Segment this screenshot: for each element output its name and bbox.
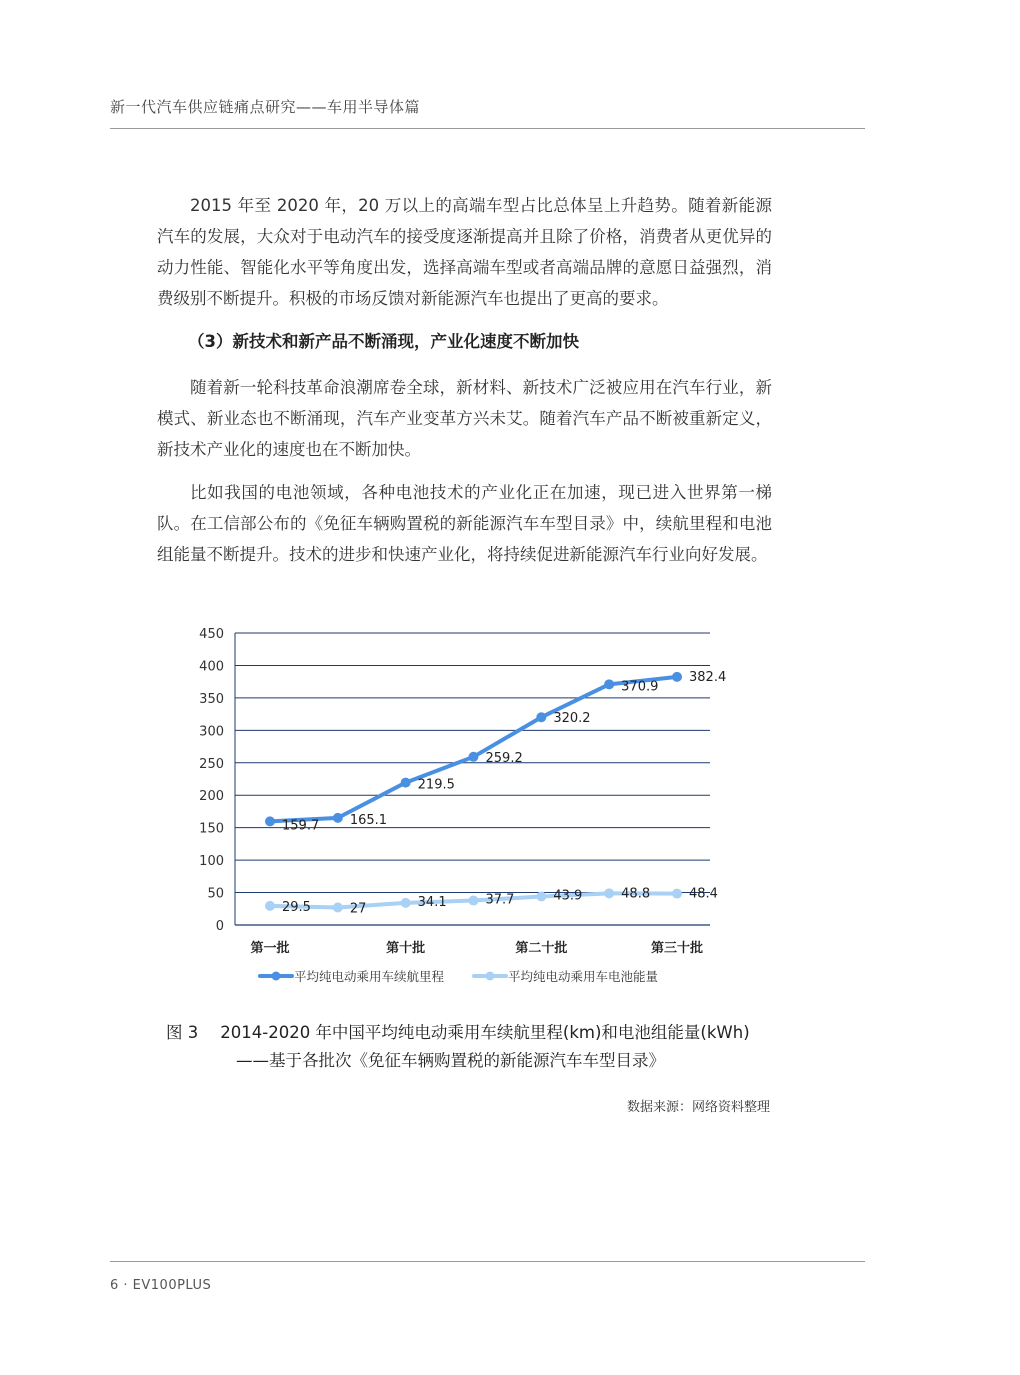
data-point-s0-4	[536, 712, 546, 722]
data-label-s1-1: 27	[349, 901, 367, 917]
y-tick-label-50: 50	[207, 886, 224, 902]
data-label-s1-0: 29.5	[282, 899, 311, 915]
paragraph-3: 比如我国的电池领域，各种电池技术的产业化正在加速，现已进入世界第一梯队。在工信部公布的《免征车辆购置税的新能源汽车车型目录》中，续航里程和电池组能量不断提升。技术的进步和快速产业化，将持续促进新能源汽车行业向好发展。	[157, 483, 772, 564]
x-tick-label-1: 第十批	[386, 941, 426, 956]
data-point-s0-3	[469, 752, 479, 762]
data-label-s1-6: 48.4	[689, 886, 718, 902]
legend-swatch-marker-1	[486, 972, 495, 981]
data-point-s0-2	[401, 778, 411, 788]
figure-caption-line1	[166, 1019, 781, 1047]
y-tick-label-250: 250	[199, 756, 224, 772]
data-point-s1-6	[672, 889, 682, 899]
data-point-s1-3	[469, 896, 479, 906]
data-label-s0-2: 219.5	[417, 777, 455, 793]
data-point-s1-5	[604, 888, 614, 898]
paragraph-1: 2015 年至 2020 年，20 万以上的高端车型占比总体呈上升趋势。随着新能源汽车的发展，大众对于电动汽车的接受度逐渐提高并且除了价格，消费者从更优异的动力性能、智能化水平等角度出发，选择高端车型或者高端品牌的意愿日益强烈，消费级别不断提升。积极的市场反馈对新能源汽车也提出了更高的要求。	[157, 196, 772, 308]
data-label-s0-5: 370.9	[621, 679, 659, 695]
y-tick-label-450: 450	[199, 627, 224, 642]
data-label-s1-3: 37.7	[485, 892, 515, 908]
data-label-s1-4: 43.9	[553, 888, 583, 904]
data-label-s1-2: 34.1	[417, 894, 447, 910]
figure-caption-line2: ——基于各批次《免征车辆购置税的新能源汽车车型目录》	[236, 1051, 665, 1070]
data-point-s0-0	[265, 816, 275, 826]
data-point-s1-2	[401, 898, 411, 908]
data-point-s1-0	[265, 901, 275, 911]
y-tick-label-200: 200	[199, 789, 224, 805]
y-tick-label-350: 350	[199, 691, 224, 707]
legend-swatch-marker-0	[272, 972, 281, 981]
x-tick-label-0: 第一批	[250, 941, 290, 956]
y-tick-label-400: 400	[199, 659, 224, 675]
figure-title: 2014-2020 年中国平均纯电动乘用车续航里程(km)和电池组能量(kWh)	[220, 1023, 750, 1042]
x-tick-label-3: 第三十批	[650, 941, 704, 956]
y-tick-label-300: 300	[199, 724, 224, 740]
page-footer: 6 · EV100PLUS	[110, 1278, 212, 1293]
series-line-0	[270, 677, 677, 822]
data-label-s0-1: 165.1	[349, 812, 388, 828]
footer-rule	[110, 1261, 865, 1262]
legend-label-0: 平均纯电动乘用车续航里程	[294, 969, 445, 984]
data-source: 数据来源：网络资料整理	[626, 1100, 770, 1115]
y-tick-label-100: 100	[199, 854, 224, 870]
data-label-s1-5: 48.8	[621, 886, 651, 902]
running-header: 新一代汽车供应链痛点研究——车用半导体篇	[110, 98, 421, 116]
data-point-s1-1	[333, 902, 343, 912]
section-subheading: （3）新技术和新产品不断涌现，产业化速度不断加快	[188, 332, 579, 351]
header-rule	[110, 128, 865, 129]
paragraph-2: 随着新一轮科技革命浪潮席卷全球，新材料、新技术广泛被应用在汽车行业，新模式、新业态也不断涌现，汽车产业变革方兴未艾。随着汽车产品不断被重新定义，新技术产业化的速度也在不断加快。	[157, 378, 772, 459]
data-label-s0-0: 159.7	[282, 818, 320, 834]
data-point-s0-5	[604, 679, 614, 689]
data-label-s0-3: 259.2	[485, 750, 523, 766]
legend-label-1: 平均纯电动乘用车电池能量	[508, 969, 659, 984]
data-label-s0-4: 320.2	[553, 711, 591, 727]
data-point-s1-4	[536, 892, 546, 902]
data-point-s0-6	[672, 672, 682, 682]
line-chart	[190, 618, 730, 998]
chart-svg	[190, 618, 730, 998]
data-point-s0-1	[333, 813, 343, 823]
y-tick-label-150: 150	[199, 821, 224, 837]
y-tick-label-0: 0	[215, 919, 224, 934]
data-label-s0-6: 382.4	[689, 669, 727, 685]
x-tick-label-2: 第二十批	[515, 941, 568, 956]
figure-number: 图 3	[166, 1023, 199, 1042]
